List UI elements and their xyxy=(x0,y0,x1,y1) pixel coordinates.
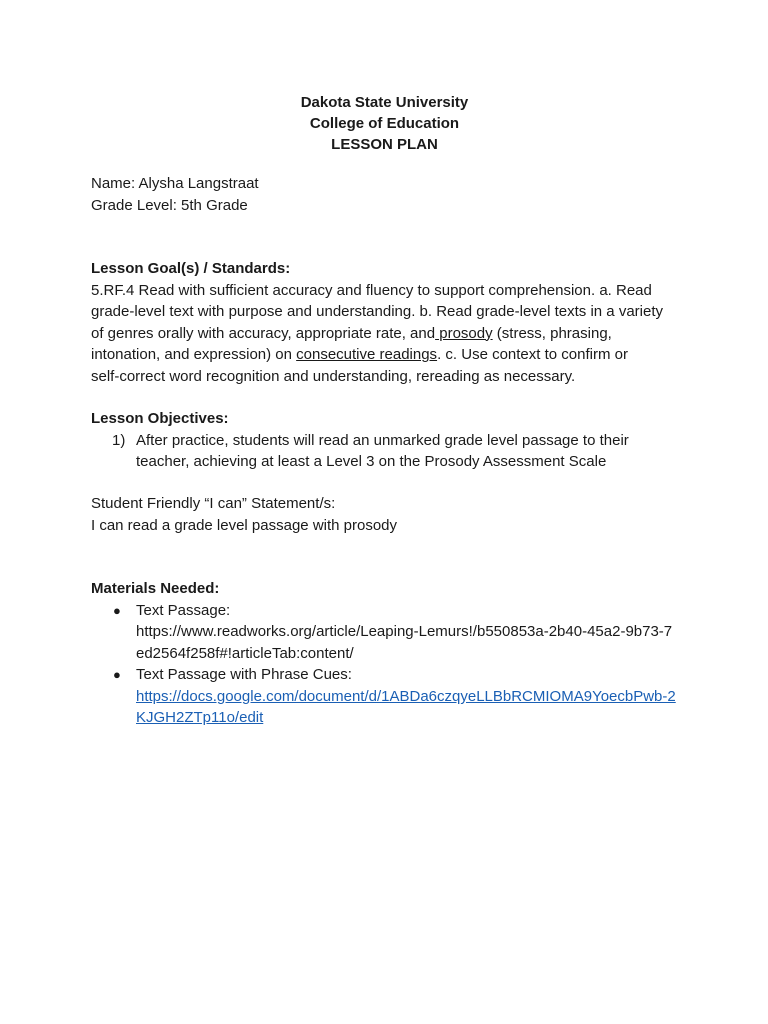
material-item xyxy=(91,600,691,665)
goals-line-2: grade-level text with purpose and understanding. b. Read grade-level texts in a variety xyxy=(91,303,663,320)
objective-number: 1) xyxy=(112,431,126,449)
goals-line-4-a: intonation, and expression) on xyxy=(91,346,297,363)
ican-statement: I can read a grade level passage with prosody xyxy=(91,516,398,534)
document-page xyxy=(91,0,691,1024)
materials-heading: Materials Needed: xyxy=(91,580,220,597)
objectives-section xyxy=(91,408,691,473)
material-url-line-2: ed2564f258f#!articleTab:content/ xyxy=(136,644,354,662)
grade-level: Grade Level: 5th Grade xyxy=(91,196,248,214)
ican-section xyxy=(91,493,691,536)
goals-line-3-a: of genres orally with accuracy, appropriate rate, and xyxy=(91,324,436,342)
bullet-icon: ● xyxy=(113,667,121,682)
student-name: Name: Alysha Langstraat xyxy=(91,175,259,192)
objective-line-1: After practice, students will read an unmarked grade level passage to their xyxy=(136,431,629,449)
ican-heading: Student Friendly “I can” Statement/s: xyxy=(91,495,336,512)
goals-line-3-b: (stress, phrasing, xyxy=(492,324,612,342)
student-info xyxy=(91,173,691,216)
bullet-icon: ● xyxy=(113,602,121,618)
goals-line-4 xyxy=(91,344,691,366)
objectives-heading: Lesson Objectives: xyxy=(91,410,229,427)
college-name: College of Education xyxy=(309,115,460,132)
material-url-line-1: https://www.readworks.org/article/Leaping-Lemurs!/b550853a-2b40-45a2-9b73-7 xyxy=(136,623,673,640)
objective-line-2: teacher, achieving at least a Level 3 on the Prosody Assessment Scale xyxy=(136,453,607,470)
consecutive-readings-term: consecutive readings xyxy=(296,346,438,363)
phrase-cues-link-line-1[interactable]: https://docs.google.com/document/d/1ABDa6czqyeLLBbRCMIOMA9YoecbPwb-2 xyxy=(136,687,676,705)
phrase-cues-link-line-2[interactable]: KJGH2ZTp11o/edit xyxy=(136,709,264,726)
goals-line-3 xyxy=(91,323,691,345)
goals-line-4-b: . c. Use context to confirm or xyxy=(437,346,628,363)
prosody-term: prosody xyxy=(435,324,493,342)
material-item xyxy=(91,664,691,729)
goals-section xyxy=(91,258,691,387)
university-name: Dakota State University xyxy=(300,94,469,111)
goals-line-1: 5.RF.4 Read with sufficient accuracy and fluency to support comprehension. a. Read xyxy=(91,281,652,299)
materials-section xyxy=(91,578,691,729)
document-header xyxy=(91,92,678,155)
material-label: Text Passage: xyxy=(136,601,231,619)
goals-heading: Lesson Goal(s) / Standards: xyxy=(91,260,291,277)
goals-line-5: self-correct word recognition and understanding, rereading as necessary. xyxy=(91,367,576,385)
objective-item xyxy=(91,430,691,473)
document-title: LESSON PLAN xyxy=(331,136,438,153)
material-label: Text Passage with Phrase Cues: xyxy=(136,666,352,683)
